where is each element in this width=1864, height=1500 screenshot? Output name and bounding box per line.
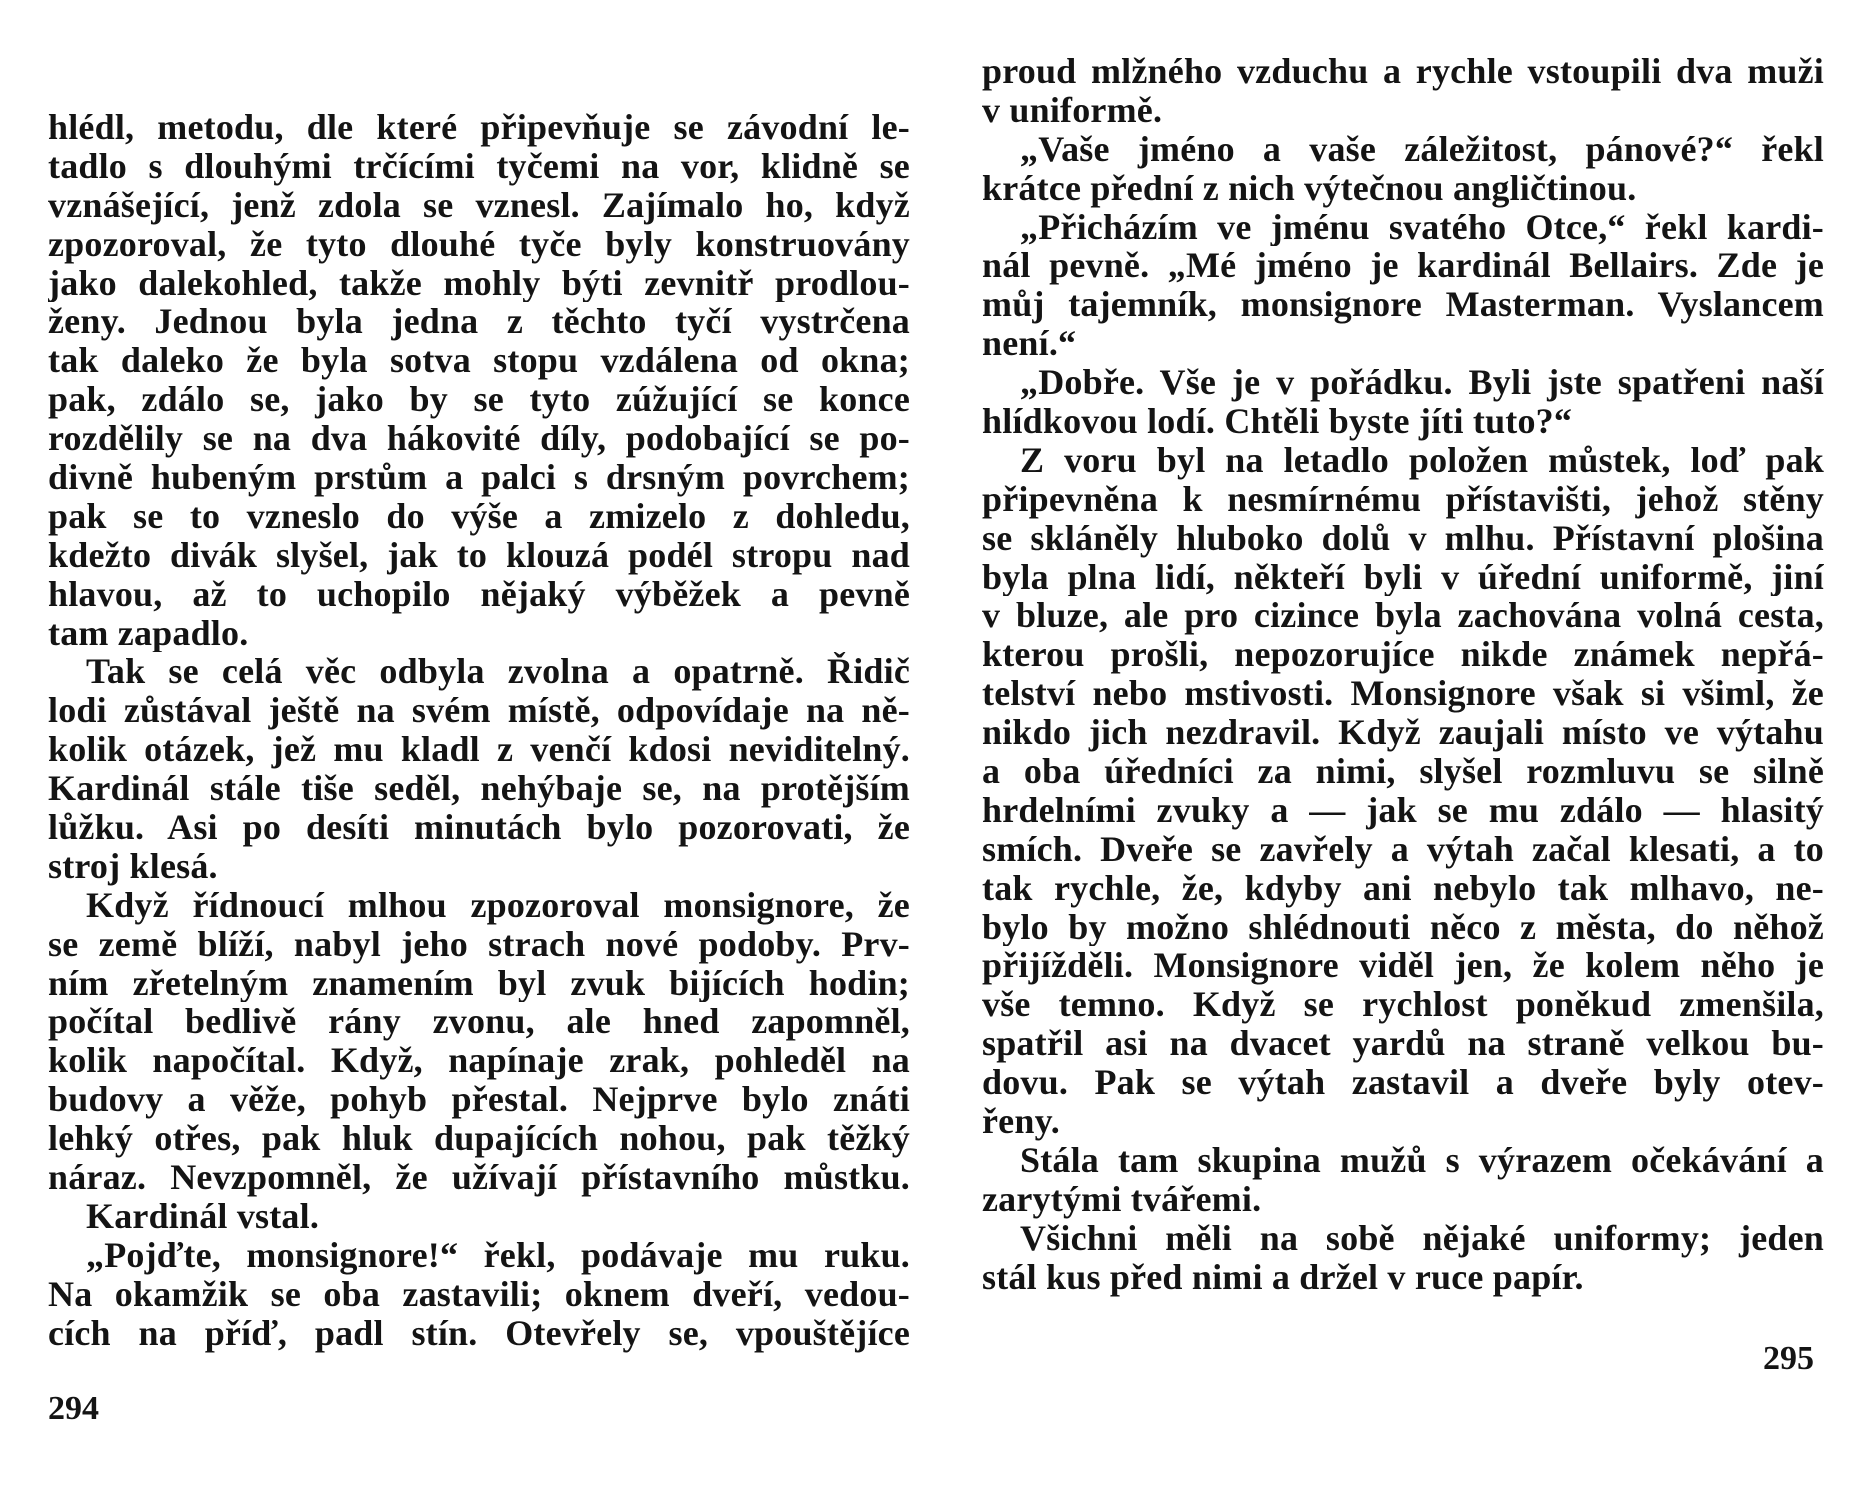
text-line: kdežto divák slyšel, jak to klouzá podél stropu nad [48,535,910,575]
text-line: hlavou, až to uchopilo nějaký výběžek a pevně [48,574,910,614]
text-line: cích na příď, padl stín. Otevřely se, vpouštějíce [48,1313,910,1353]
text-line: bylo by možno shlédnouti něco z města, do něhož [982,907,1824,947]
right-page-text [982,52,1824,1297]
text-line: není.“ [982,324,1077,364]
text-line: pak, zdálo se, jako by se tyto zúžující se konce [48,380,910,420]
text-line: lehký otřes, pak hluk dupajících nohou, pak těžký [48,1119,910,1159]
text-line: v uniformě. [982,90,1163,130]
text-line: přijížděli. Monsignore viděl jen, že kolem něho je [982,946,1824,986]
text-line: „Vaše jméno a vaše záležitost, pánové?“ řekl [1020,129,1824,169]
text-line: proud mlžného vzduchu a rychle vstoupili dva muži [982,52,1824,91]
text-line: pak se to vzneslo do výše a zmizelo z dohledu, [48,496,910,536]
text-line: krátce přední z nich výtečnou angličtinou. [982,168,1637,208]
text-line: stroj klesá. [48,846,218,886]
right-page-number: 295 [1763,1340,1814,1377]
text-line: ženy. Jednou byla jedna z těchto tyčí vystrčena [48,302,910,342]
text-line: dovu. Pak se výtah zastavil a dveře byly otev- [982,1063,1824,1103]
text-line: můj tajemník, monsignore Masterman. Vyslancem [982,285,1824,325]
text-line: v bluze, ale pro cizince byla zachována volná cesta, [982,596,1824,636]
text-line: tak daleko že byla sotva stopu vzdálena od okna; [48,341,910,381]
text-line: vznášející, jenž zdola se vznesl. Zajímalo ho, když [48,185,910,225]
text-line: Když řídnoucí mlhou zpozoroval monsignore, že [86,885,910,925]
text-line: hlédl, metodu, dle které připevňuje se závodní le- [48,108,910,147]
text-line: Všichni měli na sobě nějaké uniformy; jeden [1020,1218,1824,1258]
text-line: „Přicházím ve jménu svatého Otce,“ řekl kardi- [1020,207,1824,247]
text-line: tadlo s dlouhými trčícími tyčemi na vor, klidně se [48,146,910,186]
text-line: rozdělily se na dva hákovité díly, podobající se po- [48,419,910,459]
text-line: kterou prošli, nepozorujíce nikde známek nepřá- [982,635,1824,675]
text-line: počítal bedlivě rány zvonu, ale hned zapomněl, [48,1002,910,1042]
text-line: stál kus před nimi a držel v ruce papír. [982,1257,1584,1297]
text-line: nikdo jich nezdravil. Když zaujali místo ve výtahu [982,713,1824,753]
text-line: Kardinál stále tiše seděl, nehýbaje se, na protějším [48,769,910,809]
text-line: tak rychle, že, kdyby ani nebylo tak mlhavo, ne- [982,868,1824,908]
text-line: „Dobře. Vše je v pořádku. Byli jste spatřeni naší [1020,363,1824,403]
text-line: kolik otázek, jež mu kladl z venčí kdosi neviditelný. [48,730,910,770]
text-line: Na okamžik se oba zastavili; oknem dveří, vedou- [48,1274,910,1314]
text-line: kolik napočítal. Když, napínaje zrak, pohleděl na [48,1041,910,1081]
text-line: divně hubeným prstům a palci s drsným povrchem; [48,458,910,497]
text-line: tam zapadlo. [48,613,249,653]
text-line: jako dalekohled, takže mohly býti zevnitř prodlou- [48,263,910,303]
text-line: vše temno. Když se rychlost poněkud zmenšila, [982,985,1824,1025]
text-line: řeny. [982,1102,1060,1141]
text-line: ním zřetelným znamením byl zvuk bijících hodin; [48,963,910,1003]
text-line: se skláněly hluboko dolů v mlhu. Přístavní plošina [982,518,1824,558]
text-line: se země blíží, nabyl jeho strach nové podoby. Prv- [48,924,910,964]
text-line: byla plna lidí, někteří byli v úřední uniformě, jiní [982,557,1824,597]
text-line: Kardinál vstal. [86,1196,320,1236]
text-line: a oba úředníci za nimi, slyšel rozmluvu se silně [982,752,1824,791]
text-line: Z voru byl na letadlo položen můstek, loď pak [1020,440,1824,480]
text-line: telství nebo mstivosti. Monsignore však si všiml, že [982,674,1824,714]
left-page-number: 294 [48,1390,99,1427]
text-line: lodi zůstával ještě na svém místě, odpovídaje na ně- [48,691,910,731]
left-page-text [48,108,910,1353]
text-line: spatřil asi na dvacet yardů na straně velkou bu- [982,1024,1824,1064]
text-line: nál pevně. „Mé jméno je kardinál Bellairs. Zde je [982,246,1824,286]
text-line: zpozoroval, že tyto dlouhé tyče byly konstruovány [48,224,910,264]
text-line: budovy a věže, pohyb přestal. Nejprve bylo znáti [48,1080,910,1120]
text-line: hrdelními zvuky a — jak se mu zdálo — hlasitý [982,790,1824,830]
text-line: Tak se celá věc odbyla zvolna a opatrně. Řidič [86,652,910,692]
text-line: hlídkovou lodí. Chtěli byste jíti tuto?“ [982,402,1573,441]
text-line: připevněna k nesmírnému přístavišti, jehož stěny [982,479,1824,519]
text-line: zarytými tvářemi. [982,1179,1262,1219]
text-line: Stála tam skupina mužů s výrazem očekávání a [1020,1140,1824,1180]
text-line: smích. Dveře se zavřely a výtah začal klesati, a to [982,829,1824,869]
text-line: „Pojďte, monsignore!“ řekl, podávaje mu ruku. [86,1235,910,1275]
text-line: lůžku. Asi po desíti minutách bylo pozorovati, že [48,808,910,847]
text-line: náraz. Nevzpomněl, že užívají přístavního můstku. [48,1158,910,1197]
